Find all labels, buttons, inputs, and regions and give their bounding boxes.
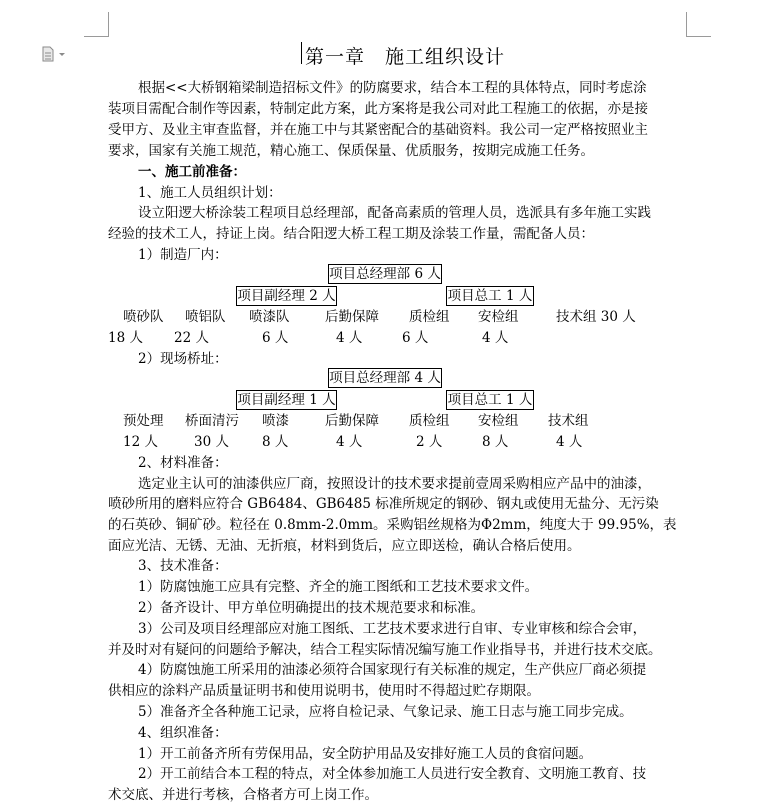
org1-team: 喷漆队 xyxy=(249,309,290,325)
intro-line: 装项目需配合制作等因素，特制定此方案，此方案将是我公司对此工程施工的依据，亦是接 xyxy=(108,101,648,117)
org1-label: 1）制造厂内： xyxy=(138,247,228,263)
body-line: 1）开工前备齐所有劳保用品，安全防护用品及安排好施工人员的食宿问题。 xyxy=(138,746,593,762)
body-line: 5）准备齐全各种施工记录，应将自检记录、气象记录、施工日志与施工同步完成。 xyxy=(138,704,633,720)
org1-right-box: 项目总工 1 人 xyxy=(447,288,533,304)
org2-count: 30 人 xyxy=(194,434,229,450)
body-line: 2）备齐设计、甲方单位明确提出的技术规范要求和标准。 xyxy=(138,600,485,616)
org1-team: 质检组 xyxy=(409,309,450,325)
body-line: 4）防腐蚀施工所采用的油漆必须符合国家现行有关标准的规定，生产供应厂商必须提 xyxy=(138,662,647,678)
org1-team: 安检组 xyxy=(478,309,519,325)
page-title: 第一章 施工组织设计 xyxy=(305,46,506,68)
body-line: 的石英砂、铜矿砂。粒径在 0.8mm-2.0mm。采购铝丝规格为Φ2mm，纯度大于 99.95%，表 xyxy=(108,517,677,533)
org2-team: 技术组 xyxy=(548,413,589,429)
body-line: 供相应的涂料产品质量证明书和使用说明书，使用时不得超过贮存期限。 xyxy=(108,683,540,699)
org2-label: 2）现场桥址： xyxy=(138,351,228,367)
intro-line: 根据<<大桥钢箱梁制造招标文件》的防腐要求，结合本工程的具体特点，同时考虑涂 xyxy=(138,80,647,96)
org2-right-box: 项目总工 1 人 xyxy=(447,392,533,408)
body-line: 喷砂所用的磨料应符合 GB6484、GB6485 标准所规定的钢砂、钢丸或使用无盐分、无污染 xyxy=(108,496,659,512)
body-line: 并及时对有疑问的问题给予解决，结合工程实际情况编写施工作业指导书，并进行技术交底。 xyxy=(108,642,662,658)
org2-team: 质检组 xyxy=(409,413,450,429)
subsection-heading: 3、技术准备： xyxy=(138,558,228,574)
org1-count: 18 人 xyxy=(108,330,143,346)
org2-top-box: 项目总经理部 4 人 xyxy=(329,370,441,386)
subsection-heading: 2、材料准备： xyxy=(138,455,228,471)
org2-team: 喷漆 xyxy=(262,413,289,429)
org1-count: 6 人 xyxy=(402,330,429,346)
body-line: 术交底、并进行考核，合格者方可上岗工作。 xyxy=(108,787,378,803)
org1-top-box: 项目总经理部 6 人 xyxy=(329,266,441,282)
org2-team: 安检组 xyxy=(478,413,519,429)
crop-mark-top-left xyxy=(84,12,109,37)
org1-count: 4 人 xyxy=(482,330,509,346)
subsection-heading: 4、组织准备： xyxy=(138,725,228,741)
org1-count: 4 人 xyxy=(336,330,363,346)
org2-count: 2 人 xyxy=(416,434,443,450)
body-line: 设立阳逻大桥涂装工程项目总经理部，配备高素质的管理人员，选派具有多年施工实践 xyxy=(138,205,651,221)
org1-count: 6 人 xyxy=(262,330,289,346)
body-line: 经验的技术工人，持证上岗。结合阳逻大桥工程工期及涂装工作量，需配备人员： xyxy=(108,226,594,242)
org2-team: 后勤保障 xyxy=(325,413,379,429)
org2-count: 8 人 xyxy=(482,434,509,450)
org2-count: 12 人 xyxy=(123,434,158,450)
section-heading: 一、施工前准备： xyxy=(138,164,246,180)
body-line: 选定业主认可的油漆供应厂商，按照设计的技术要求提前壹周采购相应产品中的油漆， xyxy=(138,476,651,492)
body-line: 1）防腐蚀施工应具有完整、齐全的施工图纸和工艺技术要求文件。 xyxy=(138,579,539,595)
org2-count: 4 人 xyxy=(336,434,363,450)
org1-team: 后勤保障 xyxy=(325,309,379,325)
intro-line: 受甲方、及业主审查监督，并在施工中与其紧密配合的基础资料。我公司一定严格按照业主 xyxy=(108,122,648,138)
org2-team: 预处理 xyxy=(123,413,164,429)
body-line: 2）开工前结合本工程的特点，对全体参加施工人员进行安全教育、文明施工教育、技 xyxy=(138,766,647,782)
body-line: 面应光洁、无锈、无油、无折痕，材料到货后，应立即送检，确认合格后使用。 xyxy=(108,538,581,554)
org2-team: 桥面清污 xyxy=(185,413,239,429)
org2-count: 8 人 xyxy=(262,434,289,450)
org1-team: 喷铝队 xyxy=(185,309,226,325)
org2-left-box: 项目副经理 1 人 xyxy=(237,392,336,408)
org2-count: 4 人 xyxy=(556,434,583,450)
document-icon[interactable] xyxy=(42,46,68,62)
text-cursor xyxy=(301,42,302,64)
org1-team: 喷砂队 xyxy=(123,309,164,325)
org1-count: 22 人 xyxy=(174,330,209,346)
intro-line: 要求，国家有关施工规范，精心施工、保质保量、优质服务，按期完成施工任务。 xyxy=(108,143,594,159)
org1-left-box: 项目副经理 2 人 xyxy=(237,288,336,304)
crop-mark-top-right xyxy=(686,12,711,37)
subsection-heading: 1、施工人员组织计划： xyxy=(138,185,282,201)
body-line: 3）公司及项目经理部应对施工图纸、工艺技术要求进行自审、专业审核和综合会审， xyxy=(138,621,647,637)
org1-team: 技术组 30 人 xyxy=(556,309,636,325)
